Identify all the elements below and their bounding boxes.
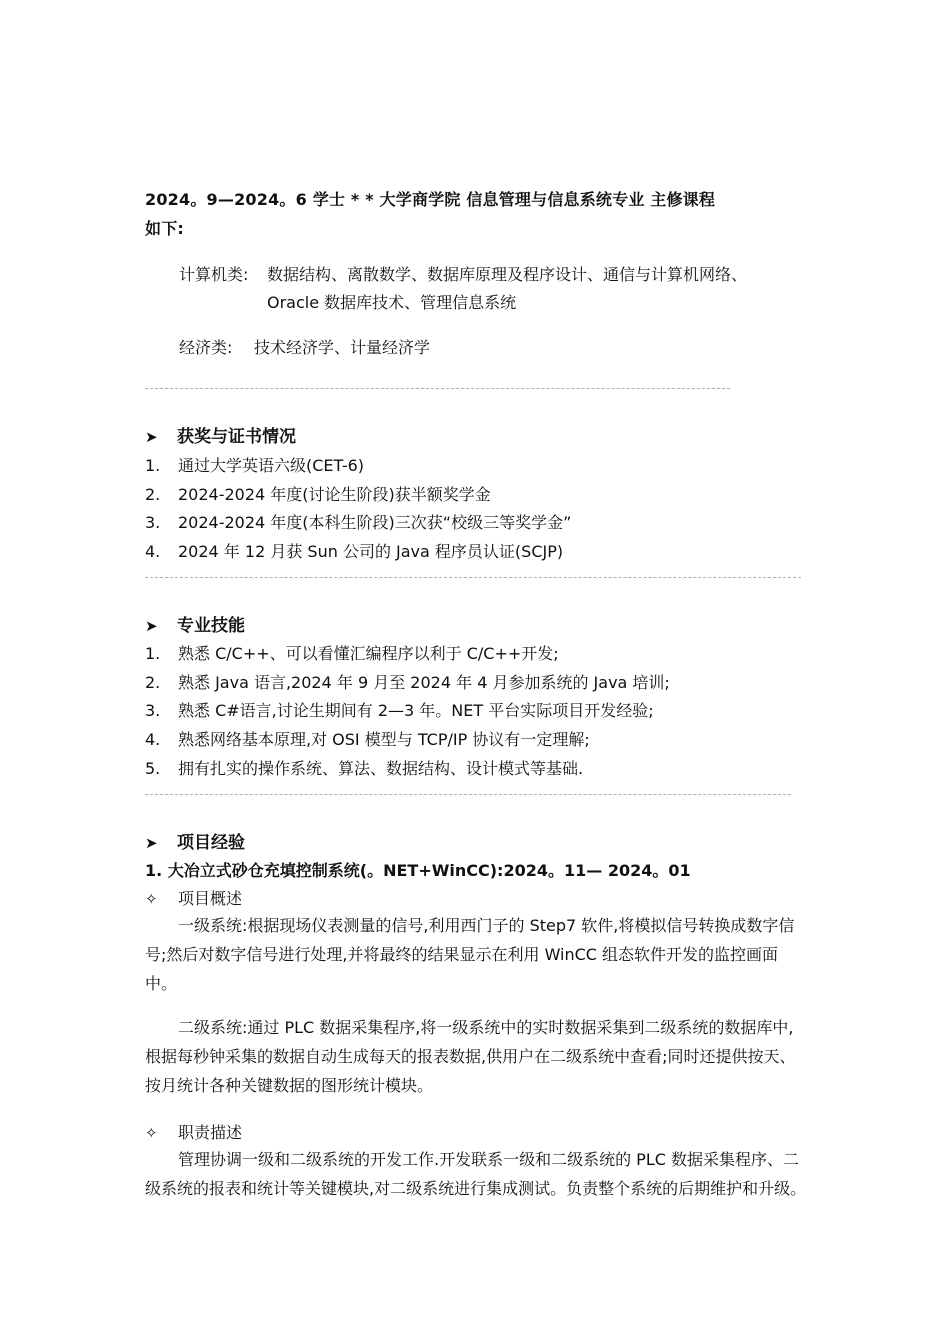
overview-paragraph-1: 一级系统:根据现场仪表测量的信号,利用西门子的 Step7 软件,将模拟信号转换成数字信号;然后对数字信号进行处理,并将最终的结果显示在利用 WinCC 组态软件开发的监控画面中。 xyxy=(145,916,795,993)
arrow-icon: ➤ xyxy=(145,834,158,852)
overview-row xyxy=(145,886,242,909)
duty-row xyxy=(145,1120,242,1143)
econ-courses: 技术经济学、计量经济学 xyxy=(254,338,431,357)
education-line: 2024。9—2024。6 学士 * * 大学商学院 信息管理与信息系统专业 主修课程 xyxy=(145,190,716,209)
section-divider xyxy=(145,388,730,389)
diamond-icon: ✧ xyxy=(145,890,158,908)
skills-heading-row xyxy=(145,611,245,636)
project-title: 1. 大冶立式砂仓充填控制系统(。NET+WinCC):2024。11— 2024。01 xyxy=(145,861,691,880)
diamond-icon: ✧ xyxy=(145,1124,158,1142)
duty-label: 职责描述 xyxy=(178,1123,243,1142)
list-item: 2. 熟悉 Java 语言,2024 年 9 月至 2024 年 4 月参加系统的 Java 培训; xyxy=(145,673,670,692)
projects-heading-row xyxy=(145,828,245,853)
education-line-continued: 如下: xyxy=(145,219,184,238)
list-item: 1. 通过大学英语六级(CET-6) xyxy=(145,456,365,475)
arrow-icon: ➤ xyxy=(145,428,158,446)
list-item: 4. 2024 年 12 月获 Sun 公司的 Java 程序员认证(SCJP) xyxy=(145,542,564,561)
list-item: 1. 熟悉 C/C++、可以看懂汇编程序以利于 C/C++开发; xyxy=(145,644,559,663)
arrow-icon: ➤ xyxy=(145,617,158,635)
list-item: 2. 2024-2024 年度(讨论生阶段)获半额奖学金 xyxy=(145,485,491,504)
cs-courses-line2: Oracle 数据库技术、管理信息系统 xyxy=(267,293,517,312)
projects-heading: 项目经验 xyxy=(177,833,245,853)
list-item: 3. 熟悉 C#语言,讨论生期间有 2—3 年。NET 平台实际项目开发经验; xyxy=(145,701,654,720)
list-item: 4. 熟悉网络基本原理,对 OSI 模型与 TCP/IP 协议有一定理解; xyxy=(145,730,590,749)
duty-paragraph: 管理协调一级和二级系统的开发工作.开发联系一级和二级系统的 PLC 数据采集程序、二级系统的报表和统计等关键模块,对二级系统进行集成测试。负责整个系统的后期维护和升级。 xyxy=(145,1150,807,1198)
list-item: 5. 拥有扎实的操作系统、算法、数据结构、设计模式等基础. xyxy=(145,759,584,778)
awards-heading: 获奖与证书情况 xyxy=(177,427,296,447)
section-divider xyxy=(145,577,801,578)
section-divider xyxy=(145,794,791,795)
overview-label: 项目概述 xyxy=(178,889,243,908)
awards-heading-row xyxy=(145,422,296,447)
econ-courses-label: 经济类: xyxy=(179,338,233,357)
skills-heading: 专业技能 xyxy=(177,616,245,636)
cs-courses-line1: 数据结构、离散数学、数据库原理及程序设计、通信与计算机网络、 xyxy=(267,265,748,284)
overview-paragraph-2: 二级系统:通过 PLC 数据采集程序,将一级系统中的实时数据采集到二级系统的数据库中,根据每秒钟采集的数据自动生成每天的报表数据,供用户在二级系统中查看;同时还提供按天、按月统计各种关键数据的图形统计模块。 xyxy=(145,1018,796,1095)
list-item: 3. 2024-2024 年度(本科生阶段)三次获“校级三等奖学金” xyxy=(145,513,572,532)
cs-courses-label: 计算机类: xyxy=(179,265,249,284)
